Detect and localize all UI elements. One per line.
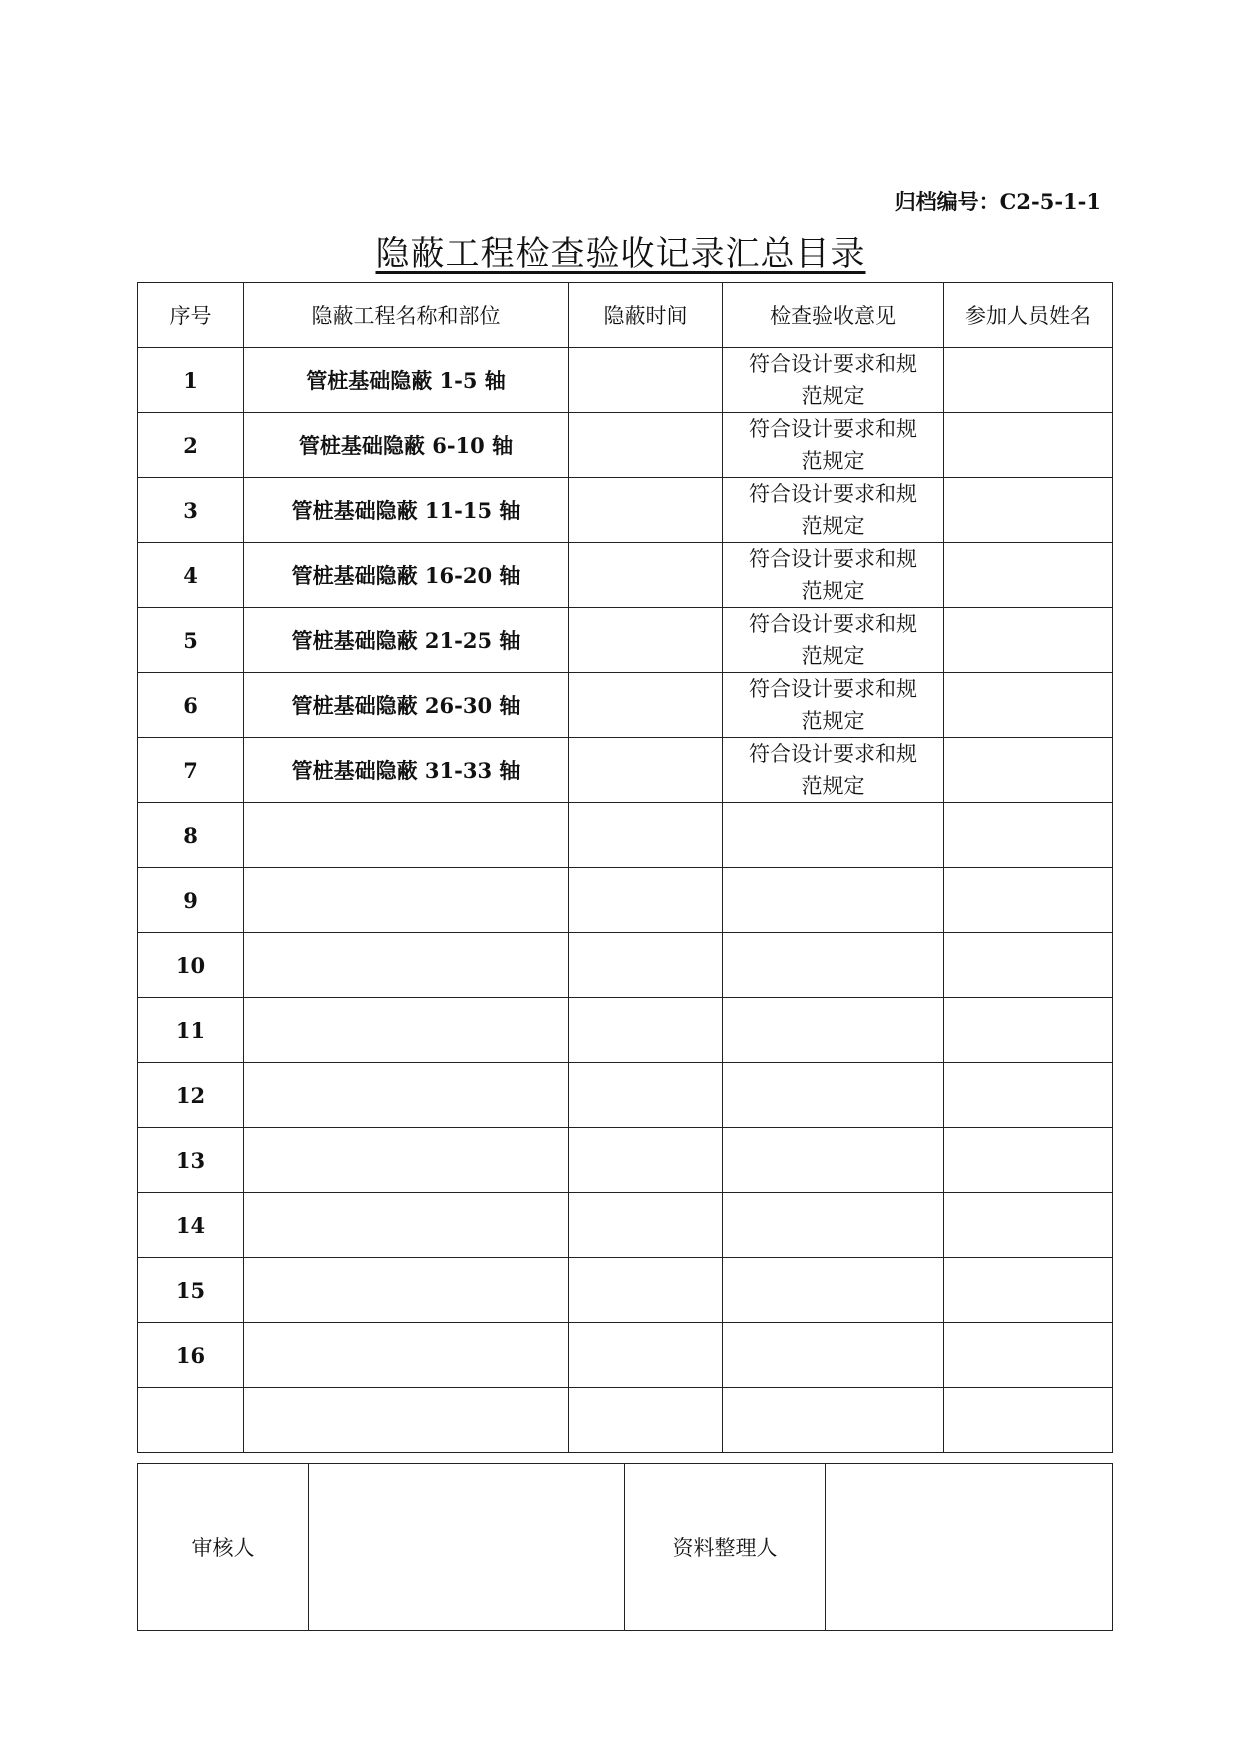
row-time-cell[interactable] [569, 673, 723, 738]
row-seq-cell: 8 [138, 803, 244, 868]
row-persons-cell[interactable] [944, 348, 1113, 413]
row-time-cell[interactable] [569, 998, 723, 1063]
row-opinion-cell[interactable] [723, 933, 944, 998]
row-time-cell[interactable] [569, 1323, 723, 1388]
row-persons-cell[interactable] [944, 478, 1113, 543]
row-seq-cell: 7 [138, 738, 244, 803]
row-seq-cell: 5 [138, 608, 244, 673]
signature-table [137, 1463, 1113, 1631]
row-time-cell[interactable] [569, 348, 723, 413]
row-persons-cell[interactable] [944, 1128, 1113, 1193]
reviewer-label: 审核人 [138, 1464, 309, 1631]
organizer-label: 资料整理人 [625, 1464, 826, 1631]
table-row [138, 348, 1113, 413]
table-row [138, 1193, 1113, 1258]
table-row [138, 803, 1113, 868]
row-seq-cell: 11 [138, 998, 244, 1063]
row-name-cell[interactable] [244, 1388, 569, 1453]
row-opinion-cell[interactable] [723, 868, 944, 933]
header-time: 隐蔽时间 [569, 283, 723, 348]
header-opinion: 检查验收意见 [723, 283, 944, 348]
row-name-cell[interactable]: 管桩基础隐蔽 26-30 轴 [244, 673, 569, 738]
row-persons-cell[interactable] [944, 1388, 1113, 1453]
row-seq-cell: 3 [138, 478, 244, 543]
row-opinion-cell[interactable] [723, 1063, 944, 1128]
row-seq-cell: 12 [138, 1063, 244, 1128]
table-row [138, 1128, 1113, 1193]
row-persons-cell[interactable] [944, 1193, 1113, 1258]
row-opinion-cell[interactable]: 符合设计要求和规范规定 [723, 543, 944, 608]
row-persons-cell[interactable] [944, 998, 1113, 1063]
table-row [138, 1258, 1113, 1323]
page-title: 隐蔽工程检查验收记录汇总目录 [375, 234, 866, 274]
row-opinion-cell[interactable]: 符合设计要求和规范规定 [723, 738, 944, 803]
row-name-cell[interactable]: 管桩基础隐蔽 16-20 轴 [244, 543, 569, 608]
summary-table-body [138, 283, 1113, 1453]
row-name-cell[interactable] [244, 1063, 569, 1128]
row-name-cell[interactable] [244, 1258, 569, 1323]
row-time-cell[interactable] [569, 1193, 723, 1258]
row-name-cell[interactable]: 管桩基础隐蔽 1-5 轴 [244, 348, 569, 413]
row-seq-cell: 15 [138, 1258, 244, 1323]
row-persons-cell[interactable] [944, 803, 1113, 868]
row-opinion-cell[interactable]: 符合设计要求和规范规定 [723, 608, 944, 673]
row-seq-cell [138, 1388, 244, 1453]
row-opinion-cell[interactable] [723, 803, 944, 868]
row-time-cell[interactable] [569, 1258, 723, 1323]
table-row [138, 478, 1113, 543]
row-name-cell[interactable]: 管桩基础隐蔽 6-10 轴 [244, 413, 569, 478]
row-time-cell[interactable] [569, 608, 723, 673]
table-row [138, 1388, 1113, 1453]
row-time-cell[interactable] [569, 933, 723, 998]
row-name-cell[interactable]: 管桩基础隐蔽 31-33 轴 [244, 738, 569, 803]
row-name-cell[interactable] [244, 998, 569, 1063]
row-time-cell[interactable] [569, 543, 723, 608]
row-opinion-cell[interactable] [723, 1258, 944, 1323]
row-opinion-cell[interactable] [723, 998, 944, 1063]
row-opinion-cell[interactable] [723, 1193, 944, 1258]
signature-row [138, 1464, 1113, 1631]
table-row [138, 673, 1113, 738]
row-seq-cell: 14 [138, 1193, 244, 1258]
row-seq-cell: 1 [138, 348, 244, 413]
row-opinion-cell[interactable] [723, 1388, 944, 1453]
row-persons-cell[interactable] [944, 673, 1113, 738]
row-name-cell[interactable] [244, 1323, 569, 1388]
table-row [138, 543, 1113, 608]
row-time-cell[interactable] [569, 868, 723, 933]
archive-number: 归档编号：C2-5-1-1 [894, 189, 1101, 214]
organizer-field[interactable] [826, 1464, 1113, 1631]
row-name-cell[interactable] [244, 1128, 569, 1193]
row-persons-cell[interactable] [944, 543, 1113, 608]
row-time-cell[interactable] [569, 803, 723, 868]
table-row [138, 1323, 1113, 1388]
row-opinion-cell[interactable]: 符合设计要求和规范规定 [723, 348, 944, 413]
row-time-cell[interactable] [569, 413, 723, 478]
row-persons-cell[interactable] [944, 1258, 1113, 1323]
row-seq-cell: 13 [138, 1128, 244, 1193]
table-row [138, 608, 1113, 673]
table-row [138, 738, 1113, 803]
table-row [138, 933, 1113, 998]
row-persons-cell[interactable] [944, 1323, 1113, 1388]
row-persons-cell[interactable] [944, 608, 1113, 673]
row-seq-cell: 4 [138, 543, 244, 608]
table-row [138, 998, 1113, 1063]
row-seq-cell: 6 [138, 673, 244, 738]
row-seq-cell: 10 [138, 933, 244, 998]
row-opinion-cell[interactable] [723, 1128, 944, 1193]
row-name-cell[interactable] [244, 803, 569, 868]
row-time-cell[interactable] [569, 1128, 723, 1193]
row-name-cell[interactable]: 管桩基础隐蔽 21-25 轴 [244, 608, 569, 673]
row-opinion-cell[interactable]: 符合设计要求和规范规定 [723, 413, 944, 478]
header-persons: 参加人员姓名 [944, 283, 1113, 348]
row-opinion-cell[interactable]: 符合设计要求和规范规定 [723, 673, 944, 738]
row-time-cell[interactable] [569, 1063, 723, 1128]
header-row [138, 283, 1113, 348]
row-opinion-cell[interactable]: 符合设计要求和规范规定 [723, 478, 944, 543]
row-persons-cell[interactable] [944, 413, 1113, 478]
row-name-cell[interactable] [244, 933, 569, 998]
table-row [138, 1063, 1113, 1128]
row-name-cell[interactable] [244, 1193, 569, 1258]
row-name-cell[interactable]: 管桩基础隐蔽 11-15 轴 [244, 478, 569, 543]
row-seq-cell: 16 [138, 1323, 244, 1388]
row-time-cell[interactable] [569, 478, 723, 543]
reviewer-field[interactable] [309, 1464, 625, 1631]
row-time-cell[interactable] [569, 1388, 723, 1453]
row-seq-cell: 9 [138, 868, 244, 933]
row-persons-cell[interactable] [944, 933, 1113, 998]
header-name: 隐蔽工程名称和部位 [244, 283, 569, 348]
row-opinion-cell[interactable] [723, 1323, 944, 1388]
row-seq-cell: 2 [138, 413, 244, 478]
row-persons-cell[interactable] [944, 1063, 1113, 1128]
row-persons-cell[interactable] [944, 868, 1113, 933]
row-time-cell[interactable] [569, 738, 723, 803]
summary-table [137, 282, 1113, 1453]
row-persons-cell[interactable] [944, 738, 1113, 803]
table-row [138, 868, 1113, 933]
table-row [138, 413, 1113, 478]
row-name-cell[interactable] [244, 868, 569, 933]
header-seq: 序号 [138, 283, 244, 348]
